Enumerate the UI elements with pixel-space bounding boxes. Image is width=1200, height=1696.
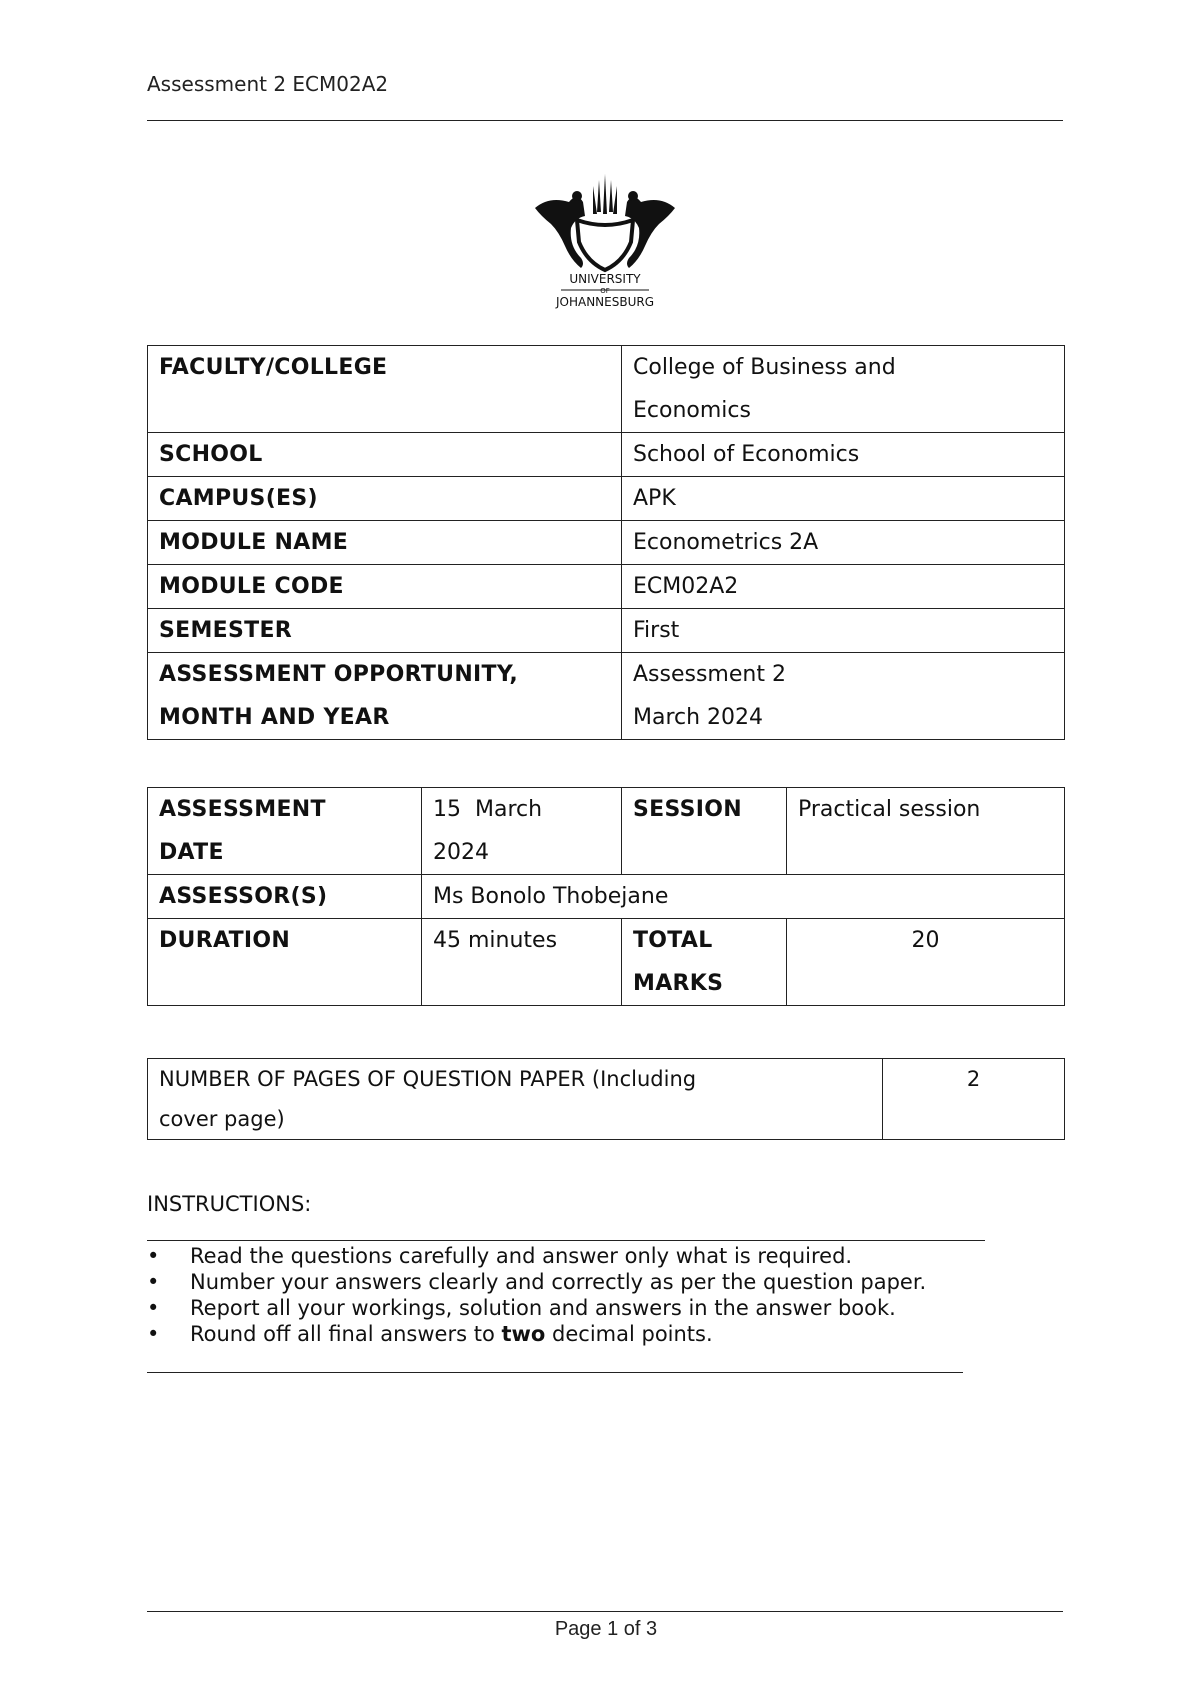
assessment-details-table <box>147 787 1065 1006</box>
assessment-date-value-line-2: 2024 <box>433 840 489 865</box>
school-value: School of Economics <box>622 433 1065 477</box>
duration-label: DURATION <box>148 919 422 1006</box>
assessment-opportunity-value <box>622 653 1065 740</box>
cover-info-table <box>147 345 1065 740</box>
instruction-text-bold: two <box>501 1322 546 1346</box>
pages-count-table <box>147 1058 1065 1140</box>
instructions-title: INSTRUCTIONS: <box>147 1192 312 1216</box>
pages-count-value: 2 <box>883 1059 1065 1140</box>
instruction-text: Report all your workings, solution and answers in the answer book. <box>190 1296 896 1320</box>
table-row <box>148 609 1065 653</box>
header-rule <box>147 120 1063 121</box>
logo-text-of: OF <box>600 287 610 295</box>
pages-count-label-line-1: NUMBER OF PAGES OF QUESTION PAPER (Including <box>159 1067 697 1091</box>
table-row <box>148 788 1065 875</box>
faculty-label: FACULTY/COLLEGE <box>148 346 622 433</box>
logo-text-johannesburg: JOHANNESBURG <box>555 295 655 309</box>
total-marks-label-line-1: TOTAL <box>633 928 713 953</box>
total-marks-label <box>622 919 787 1006</box>
pages-count-label <box>148 1059 883 1140</box>
assessment-opportunity-label-line-1: ASSESSMENT OPPORTUNITY, <box>159 662 519 687</box>
total-marks-value: 20 <box>787 919 1065 1006</box>
instruction-text: Number your answers clearly and correctly as per the question paper. <box>190 1270 927 1294</box>
session-value: Practical session <box>787 788 1065 875</box>
assessment-opportunity-value-line-1: Assessment 2 <box>633 662 786 687</box>
instruction-text: Read the questions carefully and answer only what is required. <box>190 1244 853 1268</box>
list-item <box>147 1269 1007 1295</box>
footer-rule <box>147 1611 1063 1612</box>
assessment-opportunity-label <box>148 653 622 740</box>
assessment-opportunity-value-line-2: March 2024 <box>633 705 764 730</box>
list-item <box>147 1243 1007 1269</box>
total-marks-label-line-2: MARKS <box>633 971 724 996</box>
faculty-value <box>622 346 1065 433</box>
assessment-date-label-line-1: ASSESSMENT <box>159 797 326 822</box>
bullet-icon: • <box>147 1296 160 1320</box>
logo-text-university: UNIVERSITY <box>569 272 641 286</box>
bullet-icon: • <box>147 1244 160 1268</box>
module-name-value: Econometrics 2A <box>622 521 1065 565</box>
table-row <box>148 477 1065 521</box>
pages-count-label-line-2: cover page) <box>159 1107 285 1131</box>
module-code-label: MODULE CODE <box>148 565 622 609</box>
campus-label: CAMPUS(ES) <box>148 477 622 521</box>
instructions-bottom-rule <box>147 1372 963 1373</box>
table-row <box>148 875 1065 919</box>
faculty-value-line-2: Economics <box>633 398 751 423</box>
table-row <box>148 346 1065 433</box>
assessment-date-label-line-2: DATE <box>159 840 224 865</box>
university-logo <box>525 172 685 320</box>
table-row <box>148 565 1065 609</box>
table-row <box>148 919 1065 1006</box>
assessment-date-value <box>422 788 622 875</box>
semester-value: First <box>622 609 1065 653</box>
instruction-text-before: Round off all final answers to <box>190 1322 502 1346</box>
school-label: SCHOOL <box>148 433 622 477</box>
module-code-value: ECM02A2 <box>622 565 1065 609</box>
assessment-date-label <box>148 788 422 875</box>
campus-value: APK <box>622 477 1065 521</box>
instructions-list <box>147 1243 1007 1347</box>
table-row <box>148 521 1065 565</box>
duration-value: 45 minutes <box>422 919 622 1006</box>
table-row <box>148 433 1065 477</box>
page-number: Page 1 of 3 <box>554 1618 658 1640</box>
assessment-opportunity-label-line-2: MONTH AND YEAR <box>159 705 390 730</box>
module-name-label: MODULE NAME <box>148 521 622 565</box>
instructions-top-rule <box>147 1240 985 1241</box>
assessor-label: ASSESSOR(S) <box>148 875 422 919</box>
faculty-value-line-1: College of Business and <box>633 355 896 380</box>
table-row <box>148 1059 1065 1140</box>
bullet-icon: • <box>147 1270 160 1294</box>
bullet-icon: • <box>147 1322 160 1346</box>
table-row <box>148 653 1065 740</box>
list-item <box>147 1295 1007 1321</box>
semester-label: SEMESTER <box>148 609 622 653</box>
instruction-text-after: decimal points. <box>545 1322 713 1346</box>
list-item <box>147 1321 1007 1347</box>
assessor-value: Ms Bonolo Thobejane <box>422 875 1065 919</box>
assessment-date-value-line-1: 15 March <box>433 797 543 822</box>
session-label: SESSION <box>622 788 787 875</box>
running-header-title: Assessment 2 ECM02A2 <box>147 72 389 96</box>
